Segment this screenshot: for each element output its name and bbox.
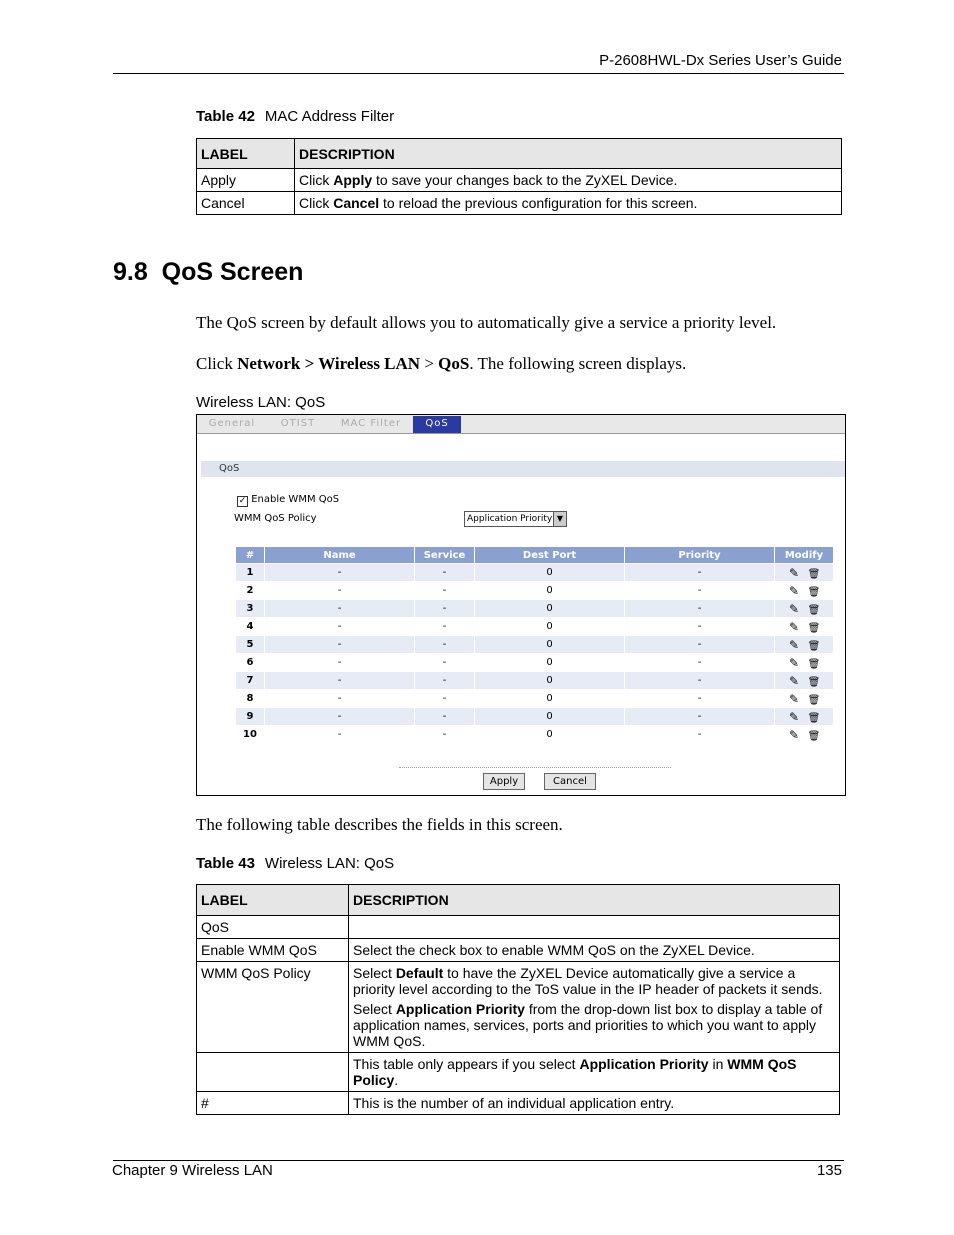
table42-header-label: LABEL bbox=[197, 139, 295, 169]
delete-icon[interactable]: 🗑 bbox=[807, 604, 821, 616]
cell-priority: - bbox=[625, 636, 774, 653]
cell-modify bbox=[775, 708, 833, 725]
cell-modify bbox=[775, 618, 833, 635]
cell-name: - bbox=[265, 726, 414, 743]
cell-modify bbox=[775, 564, 833, 581]
cell-service: - bbox=[415, 708, 474, 725]
table-row bbox=[236, 600, 833, 617]
table42 bbox=[196, 138, 842, 215]
wmm-policy-label: WMM QoS Policy bbox=[234, 513, 317, 524]
table-row bbox=[236, 708, 833, 725]
table-row bbox=[236, 654, 833, 671]
delete-icon[interactable]: 🗑 bbox=[807, 622, 821, 634]
delete-icon[interactable]: 🗑 bbox=[807, 730, 821, 742]
table43 bbox=[196, 884, 840, 1115]
cell-service: - bbox=[415, 654, 474, 671]
cell-name: - bbox=[265, 600, 414, 617]
table43-desc: This table only appears if you select Application Priority in WMM QoS Policy. bbox=[349, 1053, 840, 1092]
edit-icon[interactable]: ✎ bbox=[788, 727, 800, 742]
header-rule bbox=[113, 73, 844, 74]
edit-icon[interactable]: ✎ bbox=[788, 565, 800, 580]
cell-port: 0 bbox=[475, 708, 624, 725]
table43-label bbox=[197, 1053, 349, 1092]
cell-modify bbox=[775, 600, 833, 617]
cell-service: - bbox=[415, 636, 474, 653]
table-row bbox=[197, 1092, 840, 1115]
table42-caption: Table 42 MAC Address Filter bbox=[196, 108, 395, 125]
cell-service: - bbox=[415, 618, 474, 635]
table-row bbox=[197, 962, 840, 1053]
divider bbox=[399, 767, 671, 768]
cell-n: 6 bbox=[236, 654, 264, 671]
cell-name: - bbox=[265, 672, 414, 689]
table43-header-label: LABEL bbox=[197, 885, 349, 916]
col-service: Service bbox=[415, 547, 474, 563]
edit-icon[interactable]: ✎ bbox=[788, 673, 800, 688]
cell-n: 10 bbox=[236, 726, 264, 743]
page-number: 135 bbox=[816, 1162, 842, 1179]
tab-bar bbox=[197, 415, 845, 434]
enable-wmm-row bbox=[237, 494, 339, 507]
delete-icon[interactable]: 🗑 bbox=[807, 658, 821, 670]
delete-icon[interactable]: 🗑 bbox=[807, 694, 821, 706]
table43-desc: This is the number of an individual application entry. bbox=[349, 1092, 840, 1115]
cell-port: 0 bbox=[475, 672, 624, 689]
cell-port: 0 bbox=[475, 654, 624, 671]
edit-icon[interactable]: ✎ bbox=[788, 655, 800, 670]
wmm-policy-select[interactable] bbox=[464, 511, 567, 527]
col-dest-port: Dest Port bbox=[475, 547, 624, 563]
table-row bbox=[197, 916, 840, 939]
table42-label: Cancel bbox=[197, 192, 295, 215]
instruction-paragraph: Click Network > Wireless LAN > QoS. The following screen displays. bbox=[196, 354, 687, 373]
col-number: # bbox=[236, 547, 264, 563]
table-row bbox=[236, 582, 833, 599]
cell-n: 2 bbox=[236, 582, 264, 599]
col-name: Name bbox=[265, 547, 414, 563]
figure-caption: Wireless LAN: QoS bbox=[196, 394, 326, 411]
cell-modify bbox=[775, 672, 833, 689]
apply-button[interactable]: Apply bbox=[483, 773, 525, 790]
edit-icon[interactable]: ✎ bbox=[788, 619, 800, 634]
tab-general[interactable]: General bbox=[208, 418, 256, 429]
table42-desc: Click Apply to save your changes back to the ZyXEL Device. bbox=[295, 169, 842, 192]
table43-caption: Table 43 Wireless LAN: QoS bbox=[196, 855, 395, 872]
qos-rules-table bbox=[235, 546, 834, 744]
cell-n: 1 bbox=[236, 564, 264, 581]
table-row bbox=[236, 618, 833, 635]
table42-label: Apply bbox=[197, 169, 295, 192]
cell-service: - bbox=[415, 564, 474, 581]
cell-priority: - bbox=[625, 564, 774, 581]
cell-port: 0 bbox=[475, 582, 624, 599]
cell-n: 7 bbox=[236, 672, 264, 689]
col-priority: Priority bbox=[625, 547, 774, 563]
intro-paragraph: The QoS screen by default allows you to automatically give a service a priority level. bbox=[196, 313, 777, 332]
cell-modify bbox=[775, 636, 833, 653]
cell-name: - bbox=[265, 618, 414, 635]
footer-rule bbox=[113, 1160, 844, 1161]
table43-header-description: DESCRIPTION bbox=[349, 885, 840, 916]
table-row bbox=[197, 939, 840, 962]
table-row bbox=[197, 1053, 840, 1092]
edit-icon[interactable]: ✎ bbox=[788, 583, 800, 598]
cell-priority: - bbox=[625, 708, 774, 725]
delete-icon[interactable]: 🗑 bbox=[807, 676, 821, 688]
running-header: P-2608HWL-Dx Series User’s Guide bbox=[599, 52, 842, 69]
table-row bbox=[236, 636, 833, 653]
table-row bbox=[236, 672, 833, 689]
cell-n: 9 bbox=[236, 708, 264, 725]
cell-name: - bbox=[265, 582, 414, 599]
cell-name: - bbox=[265, 636, 414, 653]
cell-service: - bbox=[415, 690, 474, 707]
cell-name: - bbox=[265, 708, 414, 725]
cell-port: 0 bbox=[475, 636, 624, 653]
cell-name: - bbox=[265, 564, 414, 581]
cell-modify bbox=[775, 654, 833, 671]
cell-n: 4 bbox=[236, 618, 264, 635]
tab-mac-filter[interactable]: MAC Filter bbox=[340, 418, 402, 429]
qos-section-bar bbox=[201, 461, 845, 477]
cell-n: 8 bbox=[236, 690, 264, 707]
cell-service: - bbox=[415, 672, 474, 689]
edit-icon[interactable]: ✎ bbox=[788, 691, 800, 706]
table-row bbox=[236, 726, 833, 743]
delete-icon[interactable]: 🗑 bbox=[807, 586, 821, 598]
table43-label: Enable WMM QoS bbox=[197, 939, 349, 962]
qos-screenshot bbox=[196, 414, 846, 796]
section-heading: 9.8 QoS Screen bbox=[113, 258, 304, 286]
cell-priority: - bbox=[625, 654, 774, 671]
cell-service: - bbox=[415, 726, 474, 743]
table43-label: WMM QoS Policy bbox=[197, 962, 349, 1053]
cell-modify bbox=[775, 582, 833, 599]
delete-icon[interactable]: 🗑 bbox=[807, 640, 821, 652]
table43-label: QoS bbox=[197, 916, 349, 939]
tab-qos[interactable]: QoS bbox=[413, 416, 461, 433]
cell-modify bbox=[775, 726, 833, 743]
cell-priority: - bbox=[625, 672, 774, 689]
qos-section-label: QoS bbox=[219, 463, 240, 474]
cell-port: 0 bbox=[475, 726, 624, 743]
cell-port: 0 bbox=[475, 690, 624, 707]
wmm-policy-value: Application Priority bbox=[467, 514, 553, 524]
table-row bbox=[197, 192, 842, 215]
cell-priority: - bbox=[625, 600, 774, 617]
enable-wmm-label: Enable WMM QoS bbox=[251, 494, 340, 505]
footer-chapter: Chapter 9 Wireless LAN bbox=[112, 1162, 273, 1179]
edit-icon[interactable]: ✎ bbox=[788, 601, 800, 616]
table-row bbox=[236, 564, 833, 581]
chevron-down-icon: ▼ bbox=[553, 512, 566, 526]
cell-priority: - bbox=[625, 618, 774, 635]
table42-desc: Click Cancel to reload the previous configuration for this screen. bbox=[295, 192, 842, 215]
table-row bbox=[197, 169, 842, 192]
enable-wmm-checkbox[interactable]: ✓ bbox=[238, 496, 247, 506]
cell-port: 0 bbox=[475, 600, 624, 617]
table42-header-description: DESCRIPTION bbox=[295, 139, 842, 169]
table-row bbox=[236, 690, 833, 707]
after-paragraph: The following table describes the fields in this screen. bbox=[196, 815, 563, 834]
cell-service: - bbox=[415, 582, 474, 599]
cell-priority: - bbox=[625, 582, 774, 599]
delete-icon[interactable]: 🗑 bbox=[807, 568, 821, 580]
cell-service: - bbox=[415, 600, 474, 617]
delete-icon[interactable]: 🗑 bbox=[807, 712, 821, 724]
cell-port: 0 bbox=[475, 564, 624, 581]
cell-n: 5 bbox=[236, 636, 264, 653]
cell-priority: - bbox=[625, 690, 774, 707]
table43-desc: Select Default to have the ZyXEL Device automatically give a service a priority level according to the ToS value in the IP header of packets it sends. Select Application Priority from the drop-down list box to display a table of application names, services, ports and priorities to which you want to apply WMM QoS. bbox=[349, 962, 840, 1053]
col-modify: Modify bbox=[775, 547, 833, 563]
cancel-button[interactable]: Cancel bbox=[544, 773, 596, 790]
cell-port: 0 bbox=[475, 618, 624, 635]
table43-desc bbox=[349, 916, 840, 939]
cell-modify bbox=[775, 690, 833, 707]
table43-label: # bbox=[197, 1092, 349, 1115]
cell-n: 3 bbox=[236, 600, 264, 617]
cell-name: - bbox=[265, 690, 414, 707]
table43-desc: Select the check box to enable WMM QoS on the ZyXEL Device. bbox=[349, 939, 840, 962]
cell-priority: - bbox=[625, 726, 774, 743]
edit-icon[interactable]: ✎ bbox=[788, 637, 800, 652]
edit-icon[interactable]: ✎ bbox=[788, 709, 800, 724]
tab-otist[interactable]: OTIST bbox=[280, 418, 316, 429]
cell-name: - bbox=[265, 654, 414, 671]
